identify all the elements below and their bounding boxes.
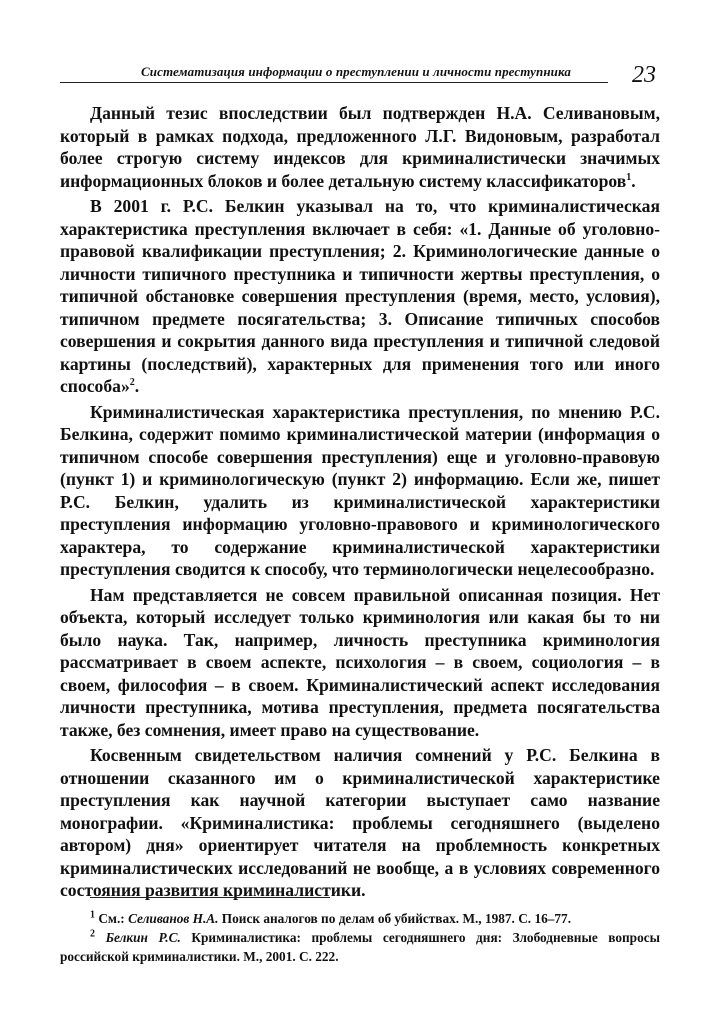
- footnote: $^2$ Белкин Р.С. Криминалистика: проблемы сегодняшнего дня: Злободневные вопросы российской криминалистики. М., 2001. С. 222.: [60, 928, 660, 964]
- footnote: $^1$ См.: Селиванов Н.А. Поиск аналогов по делам об убийствах. М., 1987. С. 16–77.: [90, 909, 572, 926]
- running-title: Систематизация информации о преступлении и личности преступника: [141, 64, 571, 79]
- paragraph: Нам представляется не совсем правильной описанная позиция. Нет объекта, который исследует только криминология или какая бы то ни было наука. Так, например, личность преступника криминология рассматривает в своем аспекте, психология – в своем, социология – в своем, философия – в своем. Криминалистический аспект исследования личности преступника, мотива преступления, предмета посягательства также, без сомнения, имеет право на существование.: [60, 584, 660, 740]
- page-number: 23: [632, 62, 656, 88]
- footnote-ref[interactable]: 2: [129, 377, 135, 389]
- footnote-rule: [90, 897, 330, 898]
- header-rule: [60, 82, 608, 83]
- paragraph: Данный тезис впоследствии был подтвержден Н.А. Селивановым, который в рамках подхода, предложенного Л.Г. Видоновым, разработал более строгую систему индексов для криминалистически значимых информационных блоков и более детальную систему классификаторов$^1$.: [60, 103, 660, 191]
- footnote-mark: 2: [90, 928, 95, 940]
- paragraph: Криминалистическая характеристика преступления, по мнению Р.С. Белкина, содержит помимо криминалистической материи (информация о типичном способе совершения преступления) еще и уголовно-правовую (пункт 1) и криминологическую (пункт 2) информацию. Если же, пишет Р.С. Белкин, удалить из криминалистической характеристики преступления информацию уголовно-правового и криминологического характера, то содержание криминалистической характеристики преступления сводится к способу, что терминологически нецелесообразно.: [60, 401, 660, 579]
- footnote-author: Селиванов Н.А.: [128, 911, 219, 926]
- footnote-author: Белкин Р.С.: [105, 930, 181, 945]
- footnote-ref[interactable]: 1: [626, 171, 632, 183]
- footnote-mark: 1: [90, 909, 95, 921]
- footnotes: [60, 909, 660, 966]
- page-header: [60, 50, 660, 90]
- paragraph: В 2001 г. Р.С. Белкин указывал на то, что криминалистическая характеристика преступления включает в себя: «1. Данные об уголовно-правовой квалификации преступления; 2. Криминологические данные о личности типичного преступника и типичности жертвы преступления, о типичной обстановке совершения преступления (время, место, условия), типичном предмете посягательства; 3. Описание типичных способов совершения и сокрытия данного вида преступления и типичной следовой картины (последствий), характерных для применения того или иного способа»$^2$.: [60, 196, 660, 396]
- main-text: [60, 102, 660, 902]
- paragraph: Косвенным свидетельством наличия сомнений у Р.С. Белкина в отношении сказанного им о криминалистической характеристике преступления как научной категории выступает само название монографии. «Криминалистика: проблемы сегодняшнего (выделено автором) дня» ориентирует читателя на проблемность конкретных криминалистических исследований не вообще, а в условиях современного состояния развития криминалистики.: [60, 745, 660, 900]
